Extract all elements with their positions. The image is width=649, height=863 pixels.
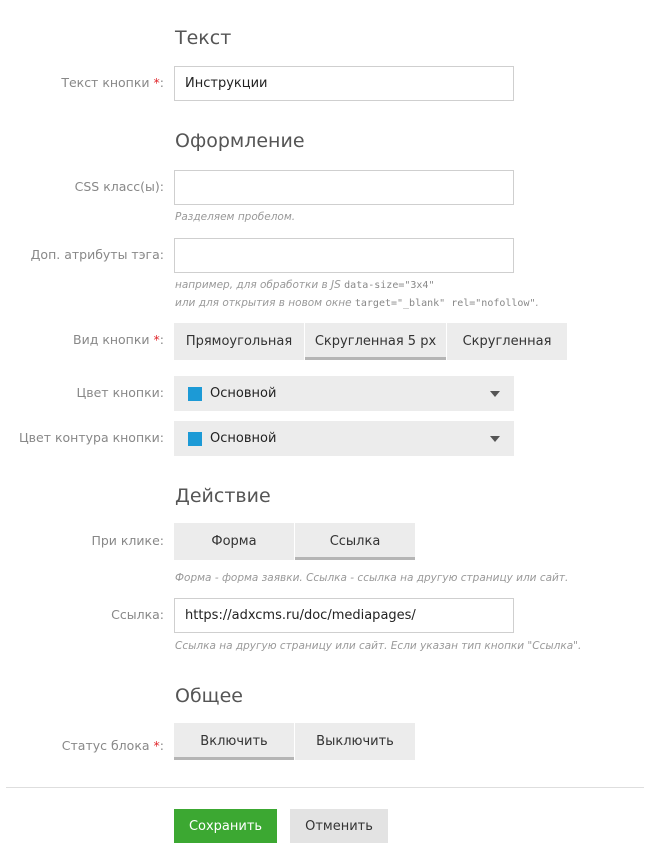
block-status-option-on[interactable]: Включить (174, 723, 295, 760)
required-marker: * (153, 332, 160, 347)
css-class-label: CSS класс(ы): (74, 179, 164, 194)
button-shape-label: Вид кнопки *: (73, 332, 164, 347)
css-class-input[interactable] (174, 170, 514, 205)
tag-attrs-hint-line1: например, для обработки в JS data-size="3x4" (175, 279, 435, 291)
button-shape-option-rounded[interactable]: Скругленная (447, 323, 567, 360)
button-color-select[interactable] (174, 376, 514, 411)
tag-attrs-hint-line2: или для открытия в новом окне target="_blank" rel="nofollow". (175, 297, 539, 309)
required-marker: * (153, 738, 160, 753)
outline-color-label: Цвет контура кнопки: (18, 430, 164, 445)
on-click-option-form[interactable]: Форма (174, 523, 295, 560)
chevron-down-icon (490, 436, 500, 442)
outline-color-select[interactable] (174, 421, 514, 456)
button-color-value: Основной (210, 386, 277, 401)
button-text-input[interactable] (174, 66, 514, 101)
tag-attrs-input[interactable] (174, 238, 514, 273)
on-click-hint: Форма - форма заявки. Ссылка - ссылка на другую страницу или сайт. (175, 572, 569, 584)
section-title-action: Действие (175, 485, 271, 507)
block-status-segmented (174, 723, 415, 760)
save-button[interactable]: Сохранить (174, 809, 277, 843)
block-status-label: Статус блока *: (61, 738, 164, 753)
link-input[interactable] (174, 598, 514, 633)
button-shape-segmented (174, 323, 567, 360)
button-shape-option-rect[interactable]: Прямоугольная (174, 323, 305, 360)
button-text-label: Текст кнопки *: (61, 75, 164, 90)
link-label: Ссылка: (111, 607, 164, 622)
section-title-text: Текст (175, 27, 232, 49)
outline-color-value: Основной (210, 431, 277, 446)
css-class-hint: Разделяем пробелом. (175, 211, 296, 223)
chevron-down-icon (490, 391, 500, 397)
required-marker: * (153, 75, 160, 90)
button-shape-option-rounded5[interactable]: Скругленная 5 px (305, 323, 447, 360)
on-click-segmented (174, 523, 415, 560)
color-swatch (188, 432, 202, 446)
tag-attrs-label: Доп. атрибуты тэга: (30, 247, 164, 262)
button-color-label: Цвет кнопки: (76, 385, 164, 400)
cancel-button[interactable]: Отменить (290, 809, 388, 843)
section-title-general: Общее (175, 685, 243, 707)
section-title-design: Оформление (175, 130, 305, 152)
footer-divider (6, 787, 644, 788)
on-click-option-link[interactable]: Ссылка (295, 523, 415, 560)
link-hint: Ссылка на другую страницу или сайт. Если указан тип кнопки "Ссылка". (175, 640, 582, 652)
block-status-option-off[interactable]: Выключить (295, 723, 415, 760)
on-click-label: При клике: (91, 533, 164, 548)
color-swatch (188, 387, 202, 401)
